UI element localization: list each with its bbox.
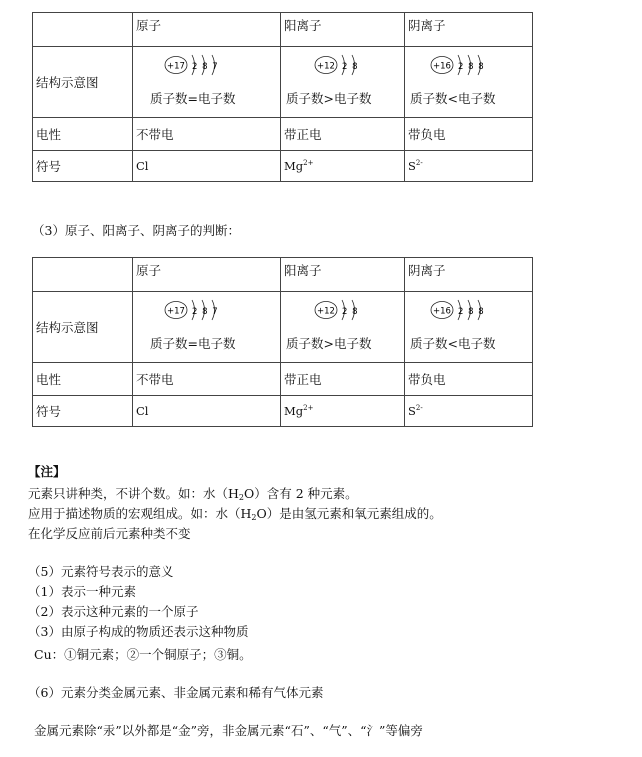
anion-symbol: $S^{2-}$ [405, 396, 533, 427]
cation-symbol: $Mg^{2+}$ [281, 151, 405, 182]
chlorine-atom-diagram [164, 298, 244, 326]
structure-row [33, 47, 533, 118]
atom-charge: 不带电 [133, 363, 281, 396]
structure-label: 结构示意图 [33, 292, 133, 363]
header-empty [33, 258, 133, 292]
header-atom: 原子 [133, 13, 281, 47]
atom-ion-table-2 [32, 257, 533, 427]
header-anion: 阴离子 [405, 258, 533, 292]
section-5-example: Cu：①铜元素；②一个铜原子；③铜。 [34, 647, 252, 662]
section-5-item-1: （1）表示一种元素 [28, 584, 136, 599]
symbol-row [33, 396, 533, 427]
charge-label: 电性 [33, 363, 133, 396]
structure-label: 结构示意图 [33, 47, 133, 118]
nucleus-charge: +16 [433, 61, 451, 72]
cation-charge: 带正电 [281, 363, 405, 396]
anion-symbol: $S^{2-}$ [405, 151, 533, 182]
electron-shells: 2 8 7 [192, 62, 219, 72]
anion-charge: 带负电 [405, 363, 533, 396]
cation-charge: 带正电 [281, 118, 405, 151]
relation-text: 质子数=电子数 [150, 336, 236, 351]
nucleus-charge: +16 [433, 306, 451, 317]
nucleus-charge: +12 [317, 61, 335, 72]
atom-ion-table-1 [32, 12, 533, 182]
electron-shells: 2 8 [342, 62, 359, 72]
header-cation: 阳离子 [281, 13, 405, 47]
relation-text: 质子数>电子数 [286, 91, 372, 106]
anion-charge: 带负电 [405, 118, 533, 151]
electron-shells: 2 8 [342, 307, 359, 317]
electron-shells: 2 8 8 [458, 62, 485, 72]
symbol-row [33, 151, 533, 182]
nucleus-charge: +17 [167, 306, 185, 317]
note-title: 【注】 [28, 464, 66, 479]
magnesium-ion-diagram [314, 298, 384, 326]
symbol-label: 符号 [33, 396, 133, 427]
sulfur-ion-diagram [430, 298, 510, 326]
atom-symbol: Cl [133, 396, 281, 427]
header-empty [33, 13, 133, 47]
atom-symbol: Cl [133, 151, 281, 182]
section-6-rule: 金属元素除“汞”以外都是“金”旁，非金属元素“石”、“气”、“氵”等偏旁 [34, 723, 423, 738]
electron-shells: 2 8 7 [192, 307, 219, 317]
nucleus-charge: +12 [317, 306, 335, 317]
section-5-title: （5）元素符号表示的意义 [28, 564, 174, 579]
cation-symbol: $Mg^{2+}$ [281, 396, 405, 427]
table-header-row [33, 258, 533, 292]
relation-text: 质子数=电子数 [150, 91, 236, 106]
note-line-3: 在化学反应前后元素种类不变 [28, 526, 191, 541]
relation-text: 质子数<电子数 [410, 336, 496, 351]
section-6-title: （6）元素分类金属元素、非金属元素和稀有气体元素 [28, 685, 324, 700]
charge-row [33, 118, 533, 151]
nucleus-charge: +17 [167, 61, 185, 72]
section-5-item-2: （2）表示这种元素的一个原子 [28, 604, 199, 619]
relation-text: 质子数>电子数 [286, 336, 372, 351]
section-3-title: （3）原子、阳离子、阴离子的判断： [32, 223, 240, 238]
relation-text: 质子数<电子数 [410, 91, 496, 106]
charge-row [33, 363, 533, 396]
magnesium-ion-diagram [314, 53, 384, 81]
note-line-1: 元素只讲种类，不讲个数。如：水$(H_2O)$含有 2 种元素。 [28, 486, 358, 502]
header-cation: 阳离子 [281, 258, 405, 292]
header-atom: 原子 [133, 258, 281, 292]
note-line-2: 应用于描述物质的宏观组成。如：水$(H_2O)$是由氢元素和氧元素组成的。 [28, 506, 442, 522]
symbol-label: 符号 [33, 151, 133, 182]
atom-charge: 不带电 [133, 118, 281, 151]
chlorine-atom-diagram [164, 53, 244, 81]
header-anion: 阴离子 [405, 13, 533, 47]
charge-label: 电性 [33, 118, 133, 151]
sulfur-ion-diagram [430, 53, 510, 81]
section-5-item-3: （3）由原子构成的物质还表示这种物质 [28, 624, 249, 639]
electron-shells: 2 8 8 [458, 307, 485, 317]
structure-row [33, 292, 533, 363]
table-header-row [33, 13, 533, 47]
